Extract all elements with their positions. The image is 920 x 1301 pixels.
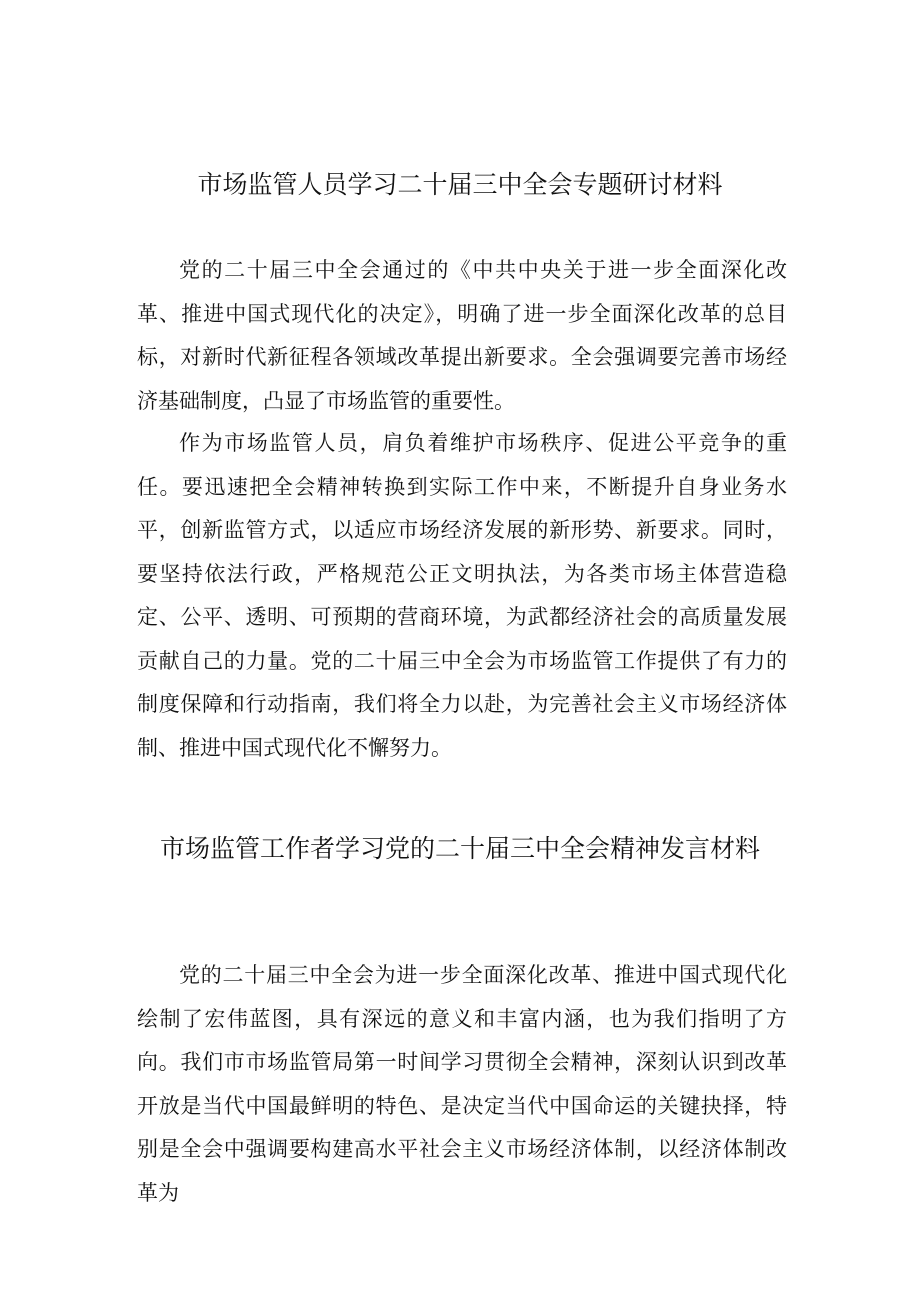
section-1-title: 市场监管人员学习二十届三中全会专题研讨材料: [197, 170, 723, 199]
section-2-paragraph-1: 党的二十届三中全会为进一步全面深化改革、推进中国式现代化绘制了宏伟蓝图，具有深远的意义和丰富内涵，也为我们指明了方向。我们市市场监管局第一时间学习贯彻全会精神，深刻认识到改革开放是当代中国最鲜明的特色、是决定当代中国命运的关键抉择，特别是全会中强调要构建高水平社会主义市场经济体制，以经济体制改革为: [137, 963, 787, 1205]
section-1-paragraph-2: 作为市场监管人员，肩负着维护市场秩序、促进公平竞争的重任。要迅速把全会精神转换到实际工作中来，不断提升自身业务水平，创新监管方式，以适应市场经济发展的新形势、新要求。同时，要坚持依法行政，严格规范公正文明执法，为各类市场主体营造稳定、公平、透明、可预期的营商环境，为武都经济社会的高质量发展贡献自己的力量。党的二十届三中全会为市场监管工作提供了有力的制度保障和行动指南，我们将全力以赴，为完善社会主义市场经济体制、推进中国式现代化不懈努力。: [137, 431, 787, 760]
section-2-title: 市场监管工作者学习党的二十届三中全会精神发言材料: [159, 834, 760, 863]
section-1-paragraph-1: 党的二十届三中全会通过的《中共中央关于进一步全面深化改革、推进中国式现代化的决定》，明确了进一步全面深化改革的总目标，对新时代新征程各领域改革提出新要求。全会强调要完善市场经济基础制度，凸显了市场监管的重要性。: [137, 258, 787, 413]
